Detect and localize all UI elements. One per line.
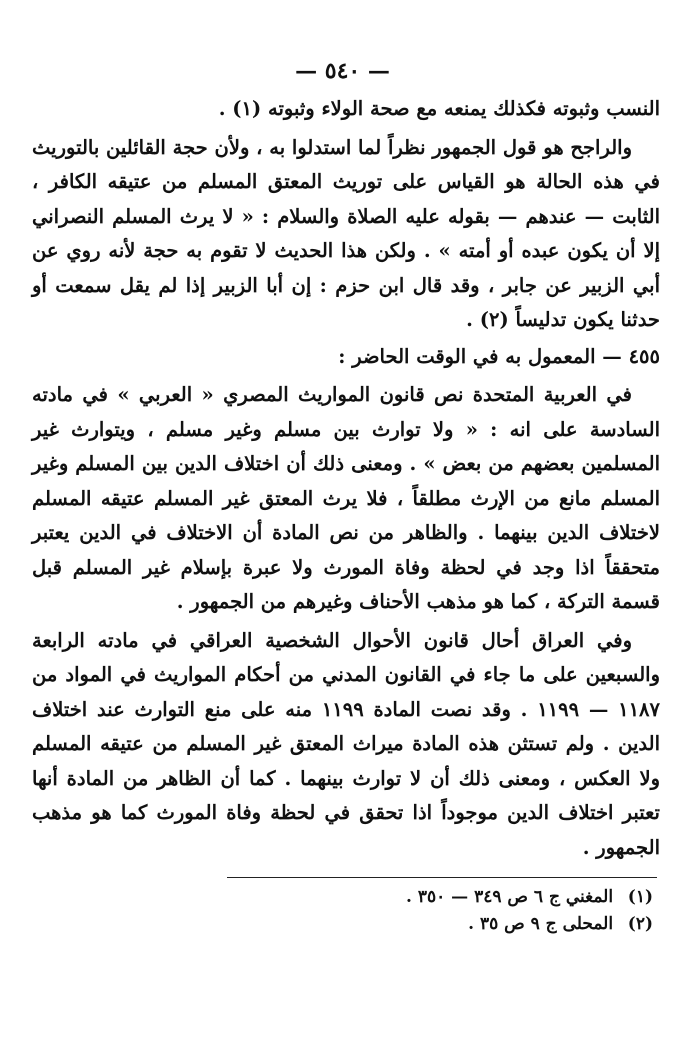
section-heading: ٤٥٥ — المعمول به في الوقت الحاضر : xyxy=(338,344,660,368)
paragraph-1: النسب وثبوته فكذلك يمنعه مع صحة الولاء وثبوته (١) . xyxy=(218,97,660,120)
footnote-divider xyxy=(227,877,657,878)
footnote-2 xyxy=(53,911,653,938)
footnote-text: المغني ج ٦ ص ٣٤٩ — ٣٥٠ . xyxy=(406,887,614,907)
body-text xyxy=(32,92,660,865)
paragraph-2: والراجح هو قول الجمهور نظراً لما استدلوا به ، ولأن حجة القائلين بالتوريث في هذه الحالة هو القياس على توريث المعتق المسلم من عتيقه الكافر ، الثابت — عندهم — بقوله عليه الصلاة والسلام : « لا يرث المسلم النصراني إلا أن يكون عبده أو أمته » . ولكن هذا الحديث لا تقوم به حجة لأنه روي عن أبي الزبير عن جابر ، وقد قال ابن حزم : إن أبا الزبير إذا لم يقل سمعت أو حدثنا يكون تدليساً (٢) . xyxy=(32,135,660,331)
footnote-number: (١) xyxy=(627,887,653,907)
paragraph-3: في العربية المتحدة نص قانون المواريث المصري « العربي » في مادته السادسة على انه : « ولا توارث بين مسلم وغير مسلم ، ويتوارث غير المسلمين بعضهم من بعض » . ومعنى ذلك أن اختلاف الدين بين المسلم وغير المسلم مانع من الإرث مطلقاً ، فلا يرث المعتق غير المسلم عتيقه المسلم لاختلاف الدين بينهما . والظاهر من نص المادة أن الاختلاف في الدين يعتبر متحققاً اذا وجد في لحظة وفاة المورث ولا عبرة بإسلام غير المسلم قبل قسمة التركة ، كما هو مذهب الأحناف وغيرهم من الجمهور . xyxy=(32,383,660,613)
footnote-number: (٢) xyxy=(627,914,653,934)
page-number: — ٥٤٠ — xyxy=(295,58,390,84)
paragraph-4: وفي العراق أحال قانون الأحوال الشخصية العراقي في مادته الرابعة والسبعين على ما جاء في القانون المدني من أحكام المواريث في المواد من ١١٨٧ — ١١٩٩ . وقد نصت المادة ١١٩٩ منه على منع التوارث عند اختلاف الدين . ولم تستثن هذه المادة ميراث المعتق غير المسلم من عتيقه المسلم ولا العكس ، ومعنى ذلك أن لا توارث بينهما . كما أن الظاهر من المادة أنها تعتبر اختلاف الدين موجوداً اذا تحقق في لحظة وفاة المورث كما هو مذهب الجمهور . xyxy=(32,628,660,859)
footnote-text: المحلى ج ٩ ص ٣٥ . xyxy=(468,914,614,934)
footnote-1 xyxy=(53,884,653,911)
footnotes xyxy=(53,884,653,938)
